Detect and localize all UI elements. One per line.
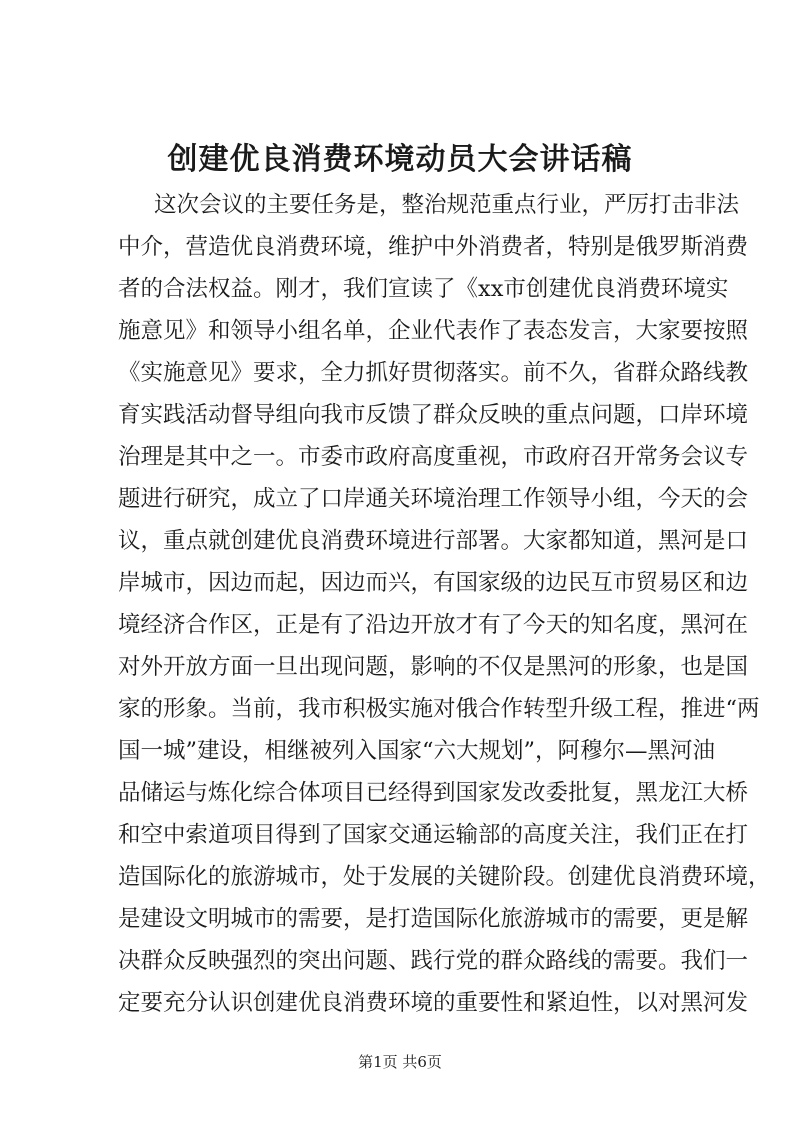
- body-line: 是建设文明城市的需要，是打造国际化旅游城市的需要，更是解: [118, 906, 749, 932]
- body-line: 议，重点就创建优良消费环境进行部署。大家都知道，黑河是口: [118, 528, 749, 554]
- body-line: 题进行研究，成立了口岸通关环境治理工作领导小组，今天的会: [118, 486, 749, 512]
- body-line: 《实施意见》要求，全力抓好贯彻落实。前不久，省群众路线教: [118, 360, 749, 386]
- body-line: 家的形象。当前，我市积极实施对俄合作转型升级工程，推进“两: [118, 696, 760, 722]
- document-title: 创建优良消费环境动员大会讲话稿: [167, 142, 633, 177]
- document-body: [118, 184, 771, 1024]
- body-line: 决群众反映强烈的突出问题、践行党的群众路线的需要。我们一: [118, 948, 749, 974]
- body-line: 者的合法权益。刚才，我们宣读了《xx市创建优良消费环境实: [118, 276, 729, 302]
- body-line: 定要充分认识创建优良消费环境的重要性和紧迫性，以对黑河发: [118, 990, 749, 1016]
- body-line: 育实践活动督导组向我市反馈了群众反映的重点问题，口岸环境: [118, 402, 749, 428]
- body-line: 治理是其中之一。市委市政府高度重视，市政府召开常务会议专: [118, 444, 749, 470]
- body-line: 这次会议的主要任务是，整治规范重点行业，严厉打击非法: [154, 192, 740, 218]
- body-line: 品储运与炼化综合体项目已经得到国家发改委批复，黑龙江大桥: [118, 780, 749, 806]
- body-line: 中介，营造优良消费环境，维护中外消费者，特别是俄罗斯消费: [118, 234, 749, 260]
- body-line: 造国际化的旅游城市，处于发展的关键阶段。创建优良消费环境，: [118, 864, 771, 890]
- body-line: 岸城市，因边而起，因边而兴，有国家级的边民互市贸易区和边: [118, 570, 749, 596]
- body-line: 对外开放方面一旦出现问题，影响的不仅是黑河的形象，也是国: [118, 654, 749, 680]
- body-line: 施意见》和领导小组名单，企业代表作了表态发言，大家要按照: [118, 318, 749, 344]
- body-line: 和空中索道项目得到了国家交通运输部的高度关注，我们正在打: [118, 822, 749, 848]
- page-number-footer: 第1页 共6页: [358, 1053, 442, 1071]
- body-line: 境经济合作区，正是有了沿边开放才有了今天的知名度，黑河在: [118, 612, 749, 638]
- body-line: 国一城”建设，相继被列入国家“六大规划”，阿穆尔—黑河油: [118, 738, 716, 764]
